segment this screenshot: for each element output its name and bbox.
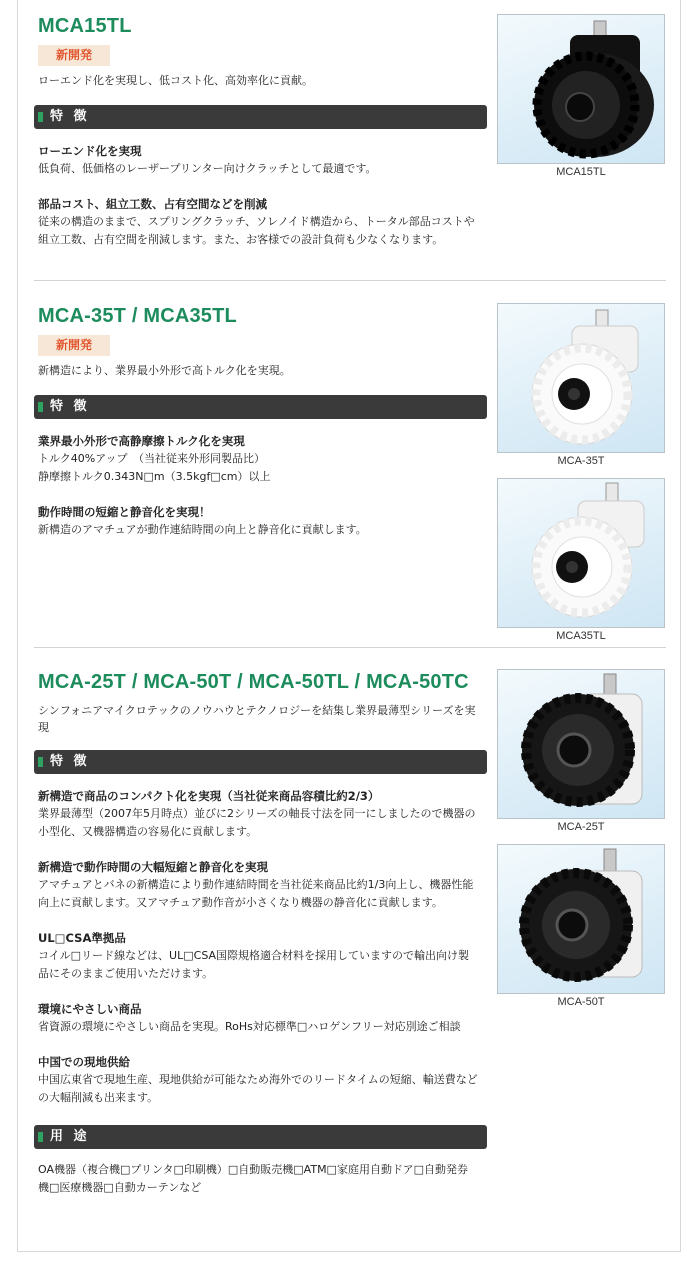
usage-bar: [34, 1125, 487, 1149]
product-lead: ローエンド化を実現し、低コスト化、高効率化に貢献。: [38, 74, 313, 87]
section-divider: [34, 647, 666, 648]
feature-item: [38, 859, 488, 912]
feature-text: アマチュアとバネの新構造により動作連結時間を当社従来商品比約1/3向上し、機器性能向上に貢献します。又アマチュア動作音が小さくなり機器の静音化に貢献します。: [38, 878, 474, 909]
feature-item: [38, 930, 488, 983]
feature-text: トルク40%アップ （当社従来外形同製品比） 静摩擦トルク0.343N□m（3.5kgf□cm）以上: [38, 452, 271, 483]
feature-title: 中国での現地供給: [38, 1055, 130, 1069]
feature-text: 中国広東省で現地生産、現地供給が可能なため海外でのリードタイムの短縮、輸送費などの大幅削減も出来ます。: [38, 1073, 478, 1104]
feature-title: 新構造で商品のコンパクト化を実現（当社従来商品容積比約2/3）: [38, 789, 380, 803]
photo-caption: MCA-50T: [557, 996, 605, 1008]
feature-item: [38, 1054, 488, 1107]
feature-title: 業界最小外形で高静摩擦トルク化を実現: [38, 434, 245, 448]
feature-item: [38, 196, 488, 249]
new-badge: 新開発: [38, 335, 110, 356]
feature-text: 業界最薄型（2007年5月時点）並びに2シリーズの軸長寸法を同一にしましたので機器の小型化、又機器構造の容易化に貢献します。: [38, 807, 476, 838]
product-section-mca35: [38, 304, 488, 539]
feature-text: 従来の構造のままで、スプリングクラッチ、ソレノイド構造から、トータル部品コストや組立工数、占有空間を削減します。また、お客様での設計負荷も少なくなります。: [38, 215, 475, 246]
feature-title: 環境にやさしい商品: [38, 1002, 142, 1016]
white-clutch-photo-icon: [498, 479, 665, 628]
feature-title: ローエンド化を実現: [38, 144, 142, 158]
features-label: 特 徴: [50, 754, 90, 769]
product-section-mca15tl: [38, 14, 488, 249]
features-bar: [34, 395, 487, 419]
product-photo-mca35t: [497, 303, 665, 453]
product-lead: 新構造により、業界最小外形で高トルク化を実現。: [38, 364, 291, 377]
feature-item: [38, 788, 488, 841]
features-label: 特 徴: [50, 109, 90, 124]
feature-text: コイル□リード線などは、UL□CSA国際規格適合材料を採用していますので輸出向け製品にそのままご使用いただけます。: [38, 949, 470, 980]
photo-caption: MCA15TL: [556, 166, 606, 178]
feature-text: 低負荷、低価格のレーザープリンター向けクラッチとして最適です。: [38, 162, 377, 175]
bar-marker-icon: [38, 112, 43, 122]
product-title: MCA-35T / MCA35TL: [38, 305, 237, 327]
product-section-mca25-50: [38, 670, 488, 1197]
section-divider: [34, 280, 666, 281]
usage-text: OA機器（複合機□プリンタ□印刷機）□自動販売機□ATM□家庭用自動ドア□自動発券機□医療機器□自動カーテンなど: [38, 1163, 469, 1194]
product-photo-mca50t: [497, 844, 665, 994]
feature-title: UL□CSA準拠品: [38, 931, 126, 945]
feature-item: [38, 433, 488, 486]
white-clutch-photo-icon: [498, 304, 665, 453]
photo-caption: MCA35TL: [556, 630, 606, 642]
usage-label: 用 途: [50, 1129, 90, 1144]
feature-title: 部品コスト、組立工数、占有空間などを削減: [38, 197, 267, 211]
feature-item: [38, 143, 488, 178]
features-bar: [34, 105, 487, 129]
feature-text: 新構造のアマチュアが動作連結時間の向上と静音化に貢献します。: [38, 523, 367, 536]
new-badge: 新開発: [38, 45, 110, 66]
product-photo-mca15tl: [497, 14, 665, 164]
black-clutch-photo-icon: [498, 845, 665, 994]
bar-marker-icon: [38, 1132, 43, 1142]
product-title: MCA15TL: [38, 15, 132, 37]
bar-marker-icon: [38, 757, 43, 767]
features-bar: [34, 750, 487, 774]
black-clutch-photo-icon: [498, 15, 665, 164]
black-clutch-photo-icon: [498, 670, 665, 819]
feature-text: 省資源の環境にやさしい商品を実現。RoHs対応標準□ハロゲンフリー対応別途ご相談: [38, 1020, 461, 1033]
features-label: 特 徴: [50, 399, 90, 414]
feature-title: 新構造で動作時間の大幅短縮と静音化を実現: [38, 860, 268, 874]
bar-marker-icon: [38, 402, 43, 412]
product-photo-mca35tl: [497, 478, 665, 628]
feature-item: [38, 1001, 488, 1036]
product-lead: シンフォニアマイクロテックのノウハウとテクノロジーを結集し業界最薄型シリーズを実現: [38, 704, 476, 734]
feature-item: [38, 504, 488, 539]
product-title: MCA-25T / MCA-50T / MCA-50TL / MCA-50TC: [38, 671, 469, 693]
photo-caption: MCA-25T: [557, 821, 605, 833]
photo-caption: MCA-35T: [557, 455, 605, 467]
feature-title: 動作時間の短縮と静音化を実現！: [38, 505, 211, 519]
product-photo-mca25t: [497, 669, 665, 819]
